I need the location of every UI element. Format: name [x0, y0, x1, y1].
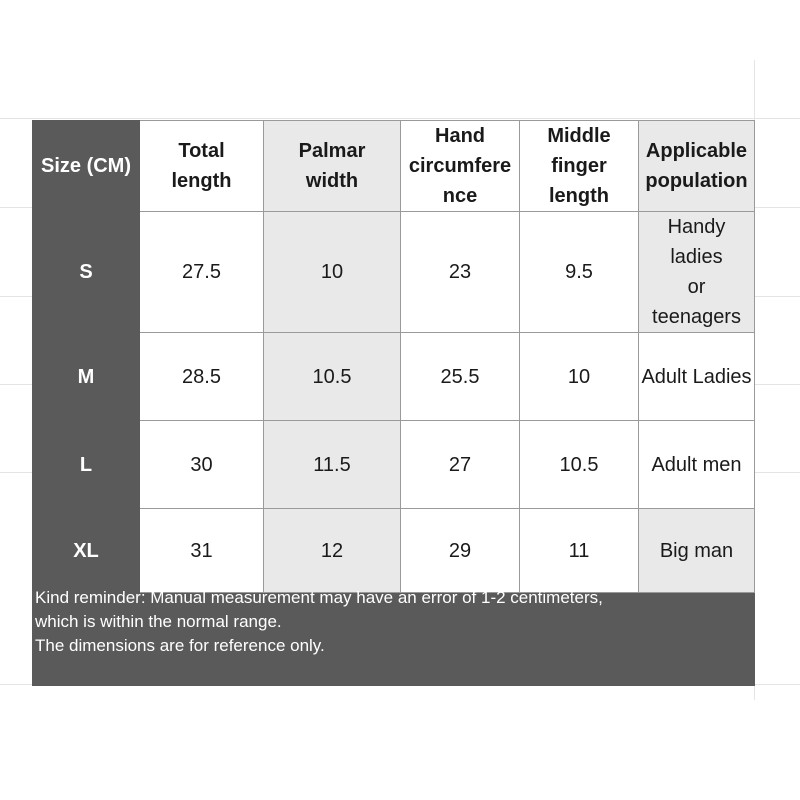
size-label: XL	[73, 539, 99, 562]
header-line: population	[645, 170, 748, 192]
header-line: width	[305, 170, 359, 192]
middle-finger-length-cell: 10.5	[520, 421, 639, 509]
size-cell	[33, 509, 140, 593]
size-table	[32, 120, 755, 593]
size-label: L	[79, 453, 93, 476]
size-cell	[33, 212, 140, 333]
population-cell	[639, 212, 755, 333]
middle-finger-length-cell: 11	[520, 509, 639, 593]
header-line: Applicable	[645, 140, 748, 162]
header-line: Total	[178, 140, 225, 162]
palmar-width-cell: 11.5	[264, 421, 401, 509]
header-total-length	[140, 121, 264, 212]
population-cell	[639, 509, 755, 593]
population-line: Handy ladies	[667, 216, 726, 268]
header-line: circumfere	[408, 155, 512, 177]
population-cell	[639, 333, 755, 421]
table-row	[33, 212, 755, 333]
reminder-line: which is within the normal range.	[35, 612, 282, 631]
header-line: length	[171, 170, 232, 192]
palmar-width-cell: 12	[264, 509, 401, 593]
header-applicable-population	[639, 121, 755, 212]
header-line: length	[549, 185, 609, 207]
size-label: S	[79, 261, 93, 283]
kind-reminder-note	[35, 586, 735, 658]
population-line: or teenagers	[652, 276, 741, 328]
header-line: Palmar	[298, 140, 366, 162]
hand-circumference-cell: 29	[401, 509, 520, 593]
table-row	[33, 333, 755, 421]
size-label: M	[77, 365, 95, 388]
total-length-cell: 31	[140, 509, 264, 593]
table-header-row	[33, 121, 755, 212]
sheet-gridline	[0, 118, 800, 119]
total-length-cell: 30	[140, 421, 264, 509]
hand-circumference-cell: 27	[401, 421, 520, 509]
population-line: Adult men	[651, 453, 742, 476]
population-cell	[639, 421, 755, 509]
header-line: Hand	[435, 125, 485, 147]
table-row	[33, 421, 755, 509]
population-line: Adult Ladies	[641, 365, 752, 388]
reminder-line: Kind reminder: Manual measurement may have an error of 1-2 centimeters,	[35, 588, 603, 607]
size-chart-panel	[32, 120, 755, 686]
header-size-label: Size (CM)	[41, 155, 131, 177]
header-middle-finger-length	[520, 121, 639, 212]
hand-circumference-cell: 25.5	[401, 333, 520, 421]
middle-finger-length-cell: 10	[520, 333, 639, 421]
hand-circumference-cell: 23	[401, 212, 520, 333]
header-line: Middle	[547, 125, 611, 147]
middle-finger-length-cell: 9.5	[520, 212, 639, 333]
palmar-width-cell: 10.5	[264, 333, 401, 421]
header-line: finger	[551, 155, 607, 177]
population-line: Big man	[659, 539, 734, 562]
header-size	[33, 121, 140, 212]
palmar-width-cell: 10	[264, 212, 401, 333]
header-hand-circumference	[401, 121, 520, 212]
reminder-line: The dimensions are for reference only.	[35, 636, 325, 655]
size-cell	[33, 421, 140, 509]
table-row	[33, 509, 755, 593]
total-length-cell: 27.5	[140, 212, 264, 333]
header-palmar-width	[264, 121, 401, 212]
header-line: nce	[442, 185, 478, 207]
size-cell	[33, 333, 140, 421]
total-length-cell: 28.5	[140, 333, 264, 421]
